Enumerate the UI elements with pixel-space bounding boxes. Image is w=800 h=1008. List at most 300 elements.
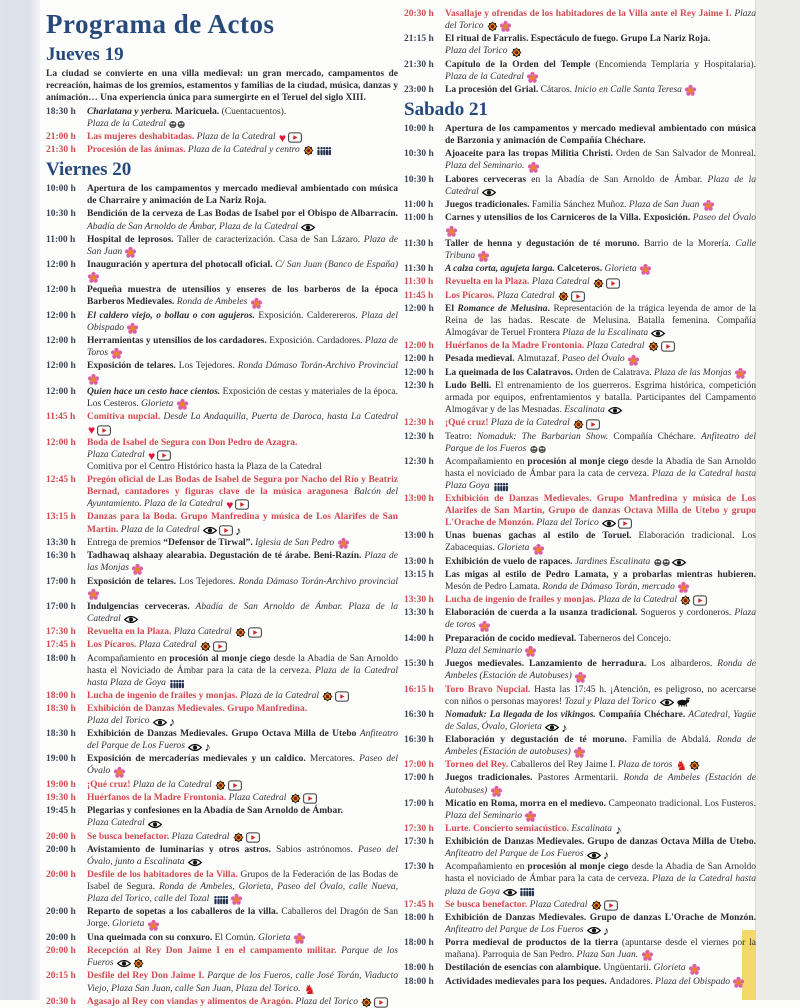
event-text: Glorieta bbox=[604, 263, 640, 274]
rosette-icon bbox=[322, 691, 333, 702]
event-text: Plaza del Obispado bbox=[87, 310, 398, 333]
event-text: El bbox=[445, 303, 458, 314]
event-time: 11:30 h bbox=[404, 263, 434, 274]
event-row bbox=[404, 8, 756, 32]
event-row bbox=[46, 932, 398, 944]
event-row: 17:30 h Exhibición de Danzas Medievales. Grupo de danzas Octava Milla de Utebo. Anfiteatro del Parque de Los Fueros ♪ bbox=[404, 837, 756, 863]
event-time: 16:30 h bbox=[46, 551, 76, 562]
event-text: Nomaduk: The Barbarian Show. bbox=[476, 431, 614, 442]
event-time: 12:30 h bbox=[404, 418, 434, 429]
event-text: Bendición de la cerveza de Las Bodas de Isabel por el Obispo de Albarracín. bbox=[87, 209, 398, 220]
event-time: 18:00 h bbox=[46, 653, 76, 664]
event-time: 12:45 h bbox=[46, 475, 76, 485]
event-text: Plaza de la Catedral bbox=[240, 690, 322, 701]
event-time: 15:30 h bbox=[404, 659, 434, 670]
event-row bbox=[404, 607, 756, 631]
people-icon bbox=[493, 482, 509, 492]
event-text: Desfile de los habitadores de la Villa. bbox=[87, 869, 241, 880]
event-text: Acompañamiento en bbox=[87, 653, 170, 664]
event-text: Parque de los Fueros, calle José Torán, Viaducto Viejo, Plaza San Juan, calle San Juan, Plaza del Torico. bbox=[87, 971, 398, 994]
event-text: Procesión de las ánimas. bbox=[87, 145, 188, 156]
event-text: Iglesia de San Pedro bbox=[255, 537, 337, 548]
event-text: Ronda de Ambeles bbox=[176, 297, 250, 308]
event-row bbox=[404, 937, 756, 961]
event-text: Las mujeres deshabitadas. bbox=[87, 131, 197, 142]
event-text: Exposición. Cardadores. bbox=[269, 336, 365, 347]
flower-icon bbox=[127, 323, 138, 334]
rosette-icon bbox=[133, 958, 144, 969]
event-time: 18:30 h bbox=[46, 729, 76, 740]
flower-icon bbox=[733, 977, 744, 988]
flower-icon bbox=[88, 374, 99, 385]
rosette-icon bbox=[558, 291, 569, 302]
event-row bbox=[404, 33, 756, 57]
event-time: 10:30 h bbox=[46, 209, 76, 220]
event-text: Ronda de Ambeles (Estación de autobuses) bbox=[445, 734, 756, 757]
event-row bbox=[46, 831, 398, 843]
event-row bbox=[46, 310, 398, 334]
event-text: Balcón del Ayuntamiento. Plaza de la Catedral bbox=[87, 487, 399, 510]
rosette-icon bbox=[511, 47, 522, 58]
event-text: Comitiva por el Centro Histórico hasta la Plaza de la Catedral bbox=[87, 461, 322, 472]
event-time: 19:30 h bbox=[46, 793, 76, 804]
event-text: Porra medieval de productos de la tierra bbox=[445, 938, 622, 949]
event-row bbox=[404, 962, 756, 974]
event-row bbox=[404, 174, 756, 198]
event-text: Ronda de Ambeles, Glorieta, Paseo del Óvalo, calle Nueva, Plaza del Torico, calle del Tozal bbox=[87, 882, 398, 905]
event-text: Plaza de San Juan bbox=[87, 234, 398, 257]
event-row bbox=[404, 59, 756, 83]
play-icon bbox=[374, 997, 388, 1008]
flower-icon bbox=[735, 368, 746, 379]
event-text: Plaza de la Catedral hasta Plaza Goya bbox=[445, 468, 756, 491]
event-text: El caldero viejo, o bollau o con agujeros. bbox=[87, 310, 259, 321]
event-text: Torneo del Rey. bbox=[445, 760, 511, 771]
event-text: Abadía de San Arnoldo de Ámbar. Plaza de la Catedral bbox=[87, 601, 398, 624]
event-row bbox=[46, 792, 398, 804]
event-row bbox=[46, 550, 398, 574]
event-text: Exhibición de vuelo de rapaces. bbox=[445, 556, 575, 567]
event-text: . bbox=[547, 303, 554, 314]
event-text: Exposición de telares. bbox=[87, 576, 180, 587]
event-time: 11:45 h bbox=[46, 412, 76, 423]
event-text: Maricuela. bbox=[175, 106, 222, 117]
event-text: Revuelta en la Plaza. bbox=[87, 627, 174, 637]
flower-icon bbox=[685, 85, 696, 96]
event-text: Anfiteatro del Parque de los Fueros bbox=[445, 431, 757, 454]
event-row bbox=[404, 976, 756, 988]
event-text: Avistamiento de luminarias y otros astros. bbox=[87, 844, 277, 855]
event-text: desde la Abadía de San Arnoldo hasta el Noviciado de Ámbar para la cata de la cerveza. bbox=[87, 653, 398, 676]
event-text: Romance de Melusina bbox=[457, 303, 548, 314]
event-text: Plaza de Toros bbox=[87, 336, 398, 359]
event-text: Unas buenas gachas al estilo de Toruel. bbox=[445, 531, 639, 542]
event-time: 18:30 h bbox=[46, 106, 76, 117]
event-row bbox=[404, 556, 756, 568]
event-text: Ungüentarii. bbox=[603, 963, 654, 974]
event-row bbox=[404, 594, 756, 606]
rosette-icon bbox=[235, 627, 246, 638]
event-text: Comitiva nupcial. bbox=[87, 412, 164, 423]
flower-icon bbox=[678, 582, 689, 593]
event-row bbox=[46, 335, 398, 359]
event-text: Hospital de leprosos. bbox=[87, 234, 178, 245]
day-heading: Sabado 21 bbox=[404, 99, 488, 121]
event-text: Plaza de la Catedral y centro bbox=[187, 145, 303, 156]
event-text: Juegos medievales. Lanzamiento de herradura. bbox=[445, 659, 652, 670]
event-text: Elaboración y degustación de té moruno. bbox=[445, 734, 633, 745]
event-text: Cátaros. bbox=[540, 85, 575, 96]
event-row: 17:30 h Lurte. Concierto semiacústico. Escalinata ♪ bbox=[404, 823, 622, 838]
eye-icon bbox=[188, 858, 202, 867]
event-row bbox=[404, 734, 756, 758]
eye-icon bbox=[545, 723, 559, 732]
flower-icon bbox=[703, 200, 714, 211]
play-icon bbox=[571, 291, 585, 302]
event-text: Plaza de las Monjas bbox=[87, 551, 398, 574]
play-icon bbox=[661, 341, 675, 352]
event-text: Calle Tribuna bbox=[445, 238, 756, 261]
event-text: Almutazaf. bbox=[517, 354, 562, 365]
flower-icon bbox=[527, 72, 538, 83]
event-time: 18:00 h bbox=[404, 938, 434, 949]
event-row: 17:00 h Torneo del Rey. Caballeros del Rey Jaime I. Plaza de toros ♞ bbox=[404, 759, 756, 771]
event-row bbox=[46, 690, 398, 702]
flower-icon bbox=[533, 544, 544, 555]
event-time: 14:00 h bbox=[404, 633, 434, 644]
event-text: Preparación de cocido medieval. bbox=[445, 633, 579, 644]
event-text: Plaza de San Juan bbox=[628, 199, 702, 210]
event-row bbox=[404, 367, 756, 379]
event-text: Las migas al estilo de Pedro Lamata, y a probarlas mientras hubieren. bbox=[445, 569, 756, 580]
event-time: 12:00 h bbox=[46, 361, 76, 372]
rosette-icon bbox=[290, 793, 301, 804]
event-row bbox=[404, 290, 756, 302]
flower-icon bbox=[148, 920, 159, 931]
event-text: Pastores Armentarii. bbox=[537, 773, 624, 784]
event-time: 20:00 h bbox=[46, 907, 76, 918]
masks-icon bbox=[530, 445, 546, 454]
event-text: ¡Qué cruz! bbox=[87, 779, 133, 790]
event-text: Plaza de la Catedral bbox=[132, 779, 215, 790]
event-time: 18:00 h bbox=[404, 963, 434, 974]
event-text: Reparto de sopetas a los caballeros de la villa. bbox=[87, 907, 282, 918]
play-icon bbox=[288, 132, 302, 143]
event-text: Sogueros y cordoneros. bbox=[640, 608, 735, 619]
event-row bbox=[404, 798, 756, 822]
event-text: Representación de la trágica leyenda de amor de la Reina de las hadas. Rescate de Melusina. Batalla femenina. Compañía Almogávar de Teruel Frontera bbox=[445, 303, 756, 339]
event-time: 16:15 h bbox=[404, 684, 434, 695]
event-text: Caballeros del Rey Jaime I. bbox=[510, 760, 618, 771]
eye-icon bbox=[651, 329, 665, 338]
event-text: Caballeros del Dragón de San Jorge. bbox=[87, 907, 398, 930]
event-text: Tadhawaq alshaay alearabia. Degustación de té árabe. Beni-Razín. bbox=[87, 551, 365, 562]
event-text: Labores cerveceras bbox=[445, 174, 532, 185]
event-row bbox=[404, 238, 756, 262]
play-icon bbox=[246, 832, 260, 843]
event-text: Toro Bravo Nupcial. bbox=[445, 684, 535, 695]
event-row: 20:15 h Desfile del Rey Don Jaime I. Parque de los Fueros, calle José Torán, Viaducto Viejo, Plaza San Juan, calle San Juan, Plaza del Torico. ♞ bbox=[46, 971, 398, 997]
event-text: Plaza Catedral bbox=[529, 899, 590, 910]
event-time: 21:00 h bbox=[46, 131, 76, 142]
play-icon bbox=[586, 419, 600, 430]
event-time: 12:00 h bbox=[404, 303, 434, 314]
event-time: 19:00 h bbox=[46, 754, 76, 765]
event-text: Jardines Escalinata bbox=[574, 556, 653, 567]
event-row bbox=[46, 386, 398, 410]
event-row bbox=[404, 493, 756, 529]
event-row bbox=[404, 431, 756, 455]
event-time: 13:30 h bbox=[404, 608, 434, 619]
event-text: Agasajo al Rey con viandas y alimentos de Aragón. bbox=[87, 996, 296, 1007]
flower-icon bbox=[642, 950, 653, 961]
event-text: Los Tejedores. bbox=[178, 361, 238, 372]
flower-icon bbox=[689, 964, 700, 975]
event-text: Exposición de mercaderías medievales y un caldico. bbox=[87, 754, 310, 765]
event-time: 11:00 h bbox=[46, 234, 76, 245]
event-row bbox=[46, 844, 398, 868]
event-row bbox=[46, 906, 398, 930]
eye-icon bbox=[482, 188, 496, 197]
event-text: Plaza del Torico bbox=[445, 9, 756, 32]
event-time: 11:00 h bbox=[404, 199, 434, 210]
event-text: Ajoaceite para las tropas Militia Christi. bbox=[445, 149, 616, 160]
event-row: 12:45 h Pregón oficial de Las Bodas de Isabel de Segura por Nacho del Río y Beatriz Bernad, cantadores y figuras clave de la música aragonesa Balcón del Ayuntamiento. Plaza de la Catedral ♥ bbox=[46, 475, 399, 513]
event-row bbox=[46, 753, 398, 777]
event-text: Familia de Abdalá. bbox=[632, 734, 717, 745]
event-time: 23:00 h bbox=[404, 85, 434, 96]
event-text: Plaza Catedral bbox=[531, 277, 592, 288]
event-text: Los albarderos. bbox=[651, 659, 718, 670]
event-row bbox=[404, 456, 756, 492]
event-text: ¡Qué cruz! bbox=[445, 418, 491, 429]
event-row bbox=[404, 199, 756, 211]
event-time: 13:00 h bbox=[404, 493, 434, 504]
eye-icon bbox=[602, 519, 616, 528]
event-text: Sabios astrónomos. bbox=[276, 844, 358, 855]
flower-icon bbox=[491, 786, 502, 797]
event-time: 16:30 h bbox=[404, 709, 434, 720]
event-time: 13:00 h bbox=[404, 556, 434, 567]
flower-icon bbox=[338, 538, 349, 549]
event-text: Compañía Chéchare. bbox=[598, 709, 689, 720]
event-text: Plaza del Torico bbox=[445, 46, 510, 57]
eye-icon bbox=[153, 718, 167, 727]
flower-icon bbox=[628, 355, 639, 366]
event-text: Campeonato tradicional. Los Fusteros. bbox=[608, 798, 756, 809]
flower-icon bbox=[88, 589, 99, 600]
event-text: Plaza Catedral bbox=[586, 341, 647, 352]
event-text: Inauguración y apertura del photocall oficial. bbox=[87, 259, 276, 270]
day-intro: La ciudad se convierte en una villa medieval: un gran mercado, campamentos de recreación, haimas de los gremios, estamentos y familias de la ciudad, música, danzas y animación… Una experiencia única para sumergirte en el Teruel del siglo XIII. bbox=[46, 68, 398, 103]
rosette-icon bbox=[361, 997, 372, 1008]
event-row bbox=[46, 576, 398, 600]
event-row bbox=[404, 212, 756, 236]
event-text: Danzas para la Boda. Grupo Manfredina y música de Los Alarifes de San Martín. bbox=[87, 512, 398, 535]
event-text: Mesón de Pedro Lamata. bbox=[445, 581, 543, 592]
event-row bbox=[404, 899, 756, 911]
event-text: Plaza del Obispado bbox=[655, 976, 733, 987]
event-text: Tozal y Plaza del Torico bbox=[564, 696, 659, 707]
event-text: Ronda de Ambeles (Estación de Autobuses) bbox=[445, 659, 756, 682]
event-time: 21:15 h bbox=[404, 34, 434, 45]
event-row bbox=[46, 208, 398, 232]
rosette-icon bbox=[680, 595, 691, 606]
event-text: Teatro: bbox=[445, 431, 477, 442]
event-text: Capítulo de la Orden del Temple bbox=[445, 59, 596, 70]
event-text: Elaboración tradicional. Los Zabacequias. bbox=[445, 531, 756, 554]
event-text: La queimada de los Calatravos. bbox=[445, 367, 576, 378]
event-text: Indulgencias cerveceras. bbox=[87, 601, 196, 612]
event-text: Orden de Calatrava. bbox=[575, 367, 654, 378]
rosette-icon bbox=[200, 641, 211, 652]
rosette-icon bbox=[487, 21, 498, 32]
event-text: Nomaduk: La llegada de los vikingos. bbox=[445, 709, 599, 720]
day-heading: Jueves 19 bbox=[46, 43, 124, 65]
event-time: 11:45 h bbox=[404, 290, 434, 301]
event-text: Escalinata bbox=[571, 824, 615, 835]
event-time: 17:00 h bbox=[404, 798, 434, 809]
event-text: Boda de Isabel de Segura con Don Pedro de Azagra. bbox=[87, 437, 298, 448]
play-icon bbox=[97, 425, 111, 436]
event-text: Los Tejedores. bbox=[179, 576, 239, 587]
event-text: Exhibición de Danzas Medievales. Grupo Octava Milla de Utebo bbox=[87, 729, 360, 740]
event-row bbox=[404, 340, 756, 352]
event-row: 11:45 h Comitiva nupcial. Desde La Andaquilla, Puerta de Daroca, hasta La Catedral ♥ bbox=[46, 412, 399, 438]
event-time: 17:30 h bbox=[404, 837, 434, 848]
event-row bbox=[46, 259, 398, 283]
scan-right-margin bbox=[755, 0, 800, 1000]
right-column bbox=[404, 8, 756, 996]
event-time: 11:30 h bbox=[404, 277, 434, 288]
event-text: Apertura de los campamentos y mercado medieval ambientado con música de Charraire y animación de La Nariz Roja. bbox=[87, 184, 398, 207]
play-icon bbox=[235, 499, 249, 510]
event-text: Carnes y utensilios de los Carniceros de la Villa. Exposición. bbox=[445, 213, 693, 224]
event-row bbox=[404, 569, 756, 593]
event-time: 21:30 h bbox=[46, 145, 76, 156]
event-text: Mercatores. bbox=[309, 754, 360, 765]
event-text: Plaza Catedral bbox=[87, 818, 148, 829]
event-time: 20:30 h bbox=[404, 9, 434, 19]
flower-icon bbox=[575, 672, 586, 683]
flower-icon bbox=[446, 226, 457, 237]
event-time: 12:00 h bbox=[46, 259, 76, 270]
event-text: Plegarias y confesiones en la Abadía de San Arnoldo de Ámbar. bbox=[87, 806, 343, 817]
event-row: 21:00 h Las mujeres deshabitadas. Plaza de la Catedral ♥ bbox=[46, 131, 398, 143]
event-text: Apertura de los campamentos y mercado medieval ambientado con música de Barzonia y animación de Compañía Chéchare. bbox=[445, 124, 756, 147]
event-time: 20:00 h bbox=[46, 946, 76, 957]
rosette-icon bbox=[573, 419, 584, 430]
play-icon bbox=[213, 641, 227, 652]
event-row bbox=[46, 869, 398, 905]
event-text: Plaza Catedral bbox=[173, 627, 234, 637]
event-text: Plaza de la Catedral bbox=[87, 118, 169, 129]
rosette-icon bbox=[303, 145, 314, 156]
event-text: Ronda de Ambeles (Estación de Autobuses) bbox=[445, 773, 756, 796]
event-time: 12:00 h bbox=[46, 285, 76, 296]
event-time: 19:00 h bbox=[46, 779, 76, 790]
event-text: Una queimada con su conxuro. bbox=[87, 932, 215, 943]
event-text: Plaza de la Catedral hasta Plaza de Goya bbox=[87, 665, 398, 688]
flower-icon bbox=[525, 646, 536, 657]
event-text: Paseo del Óvalo bbox=[692, 213, 756, 224]
event-text: Plaza de la Catedral bbox=[445, 174, 756, 197]
flower-icon bbox=[111, 348, 122, 359]
event-time: 20:00 h bbox=[46, 831, 76, 842]
event-text: Ronda Dámaso Torán-Archivo provincial bbox=[238, 576, 398, 587]
event-text: Plaza de la Catedral bbox=[196, 131, 278, 142]
day-heading: Viernes 20 bbox=[46, 159, 132, 181]
event-row bbox=[46, 284, 398, 308]
event-time: 12:00 h bbox=[46, 310, 76, 321]
event-text: A calza corta, agujeta larga. bbox=[445, 263, 558, 274]
people-icon bbox=[213, 895, 229, 905]
event-text: Orden de San Salvador de Monreal. bbox=[615, 149, 756, 160]
page-title: Programa de Actos bbox=[46, 9, 275, 39]
event-text: Calceteros. bbox=[557, 263, 605, 274]
event-text: procesión al monje ciego bbox=[527, 456, 632, 467]
event-text: Se busca benefactor. bbox=[87, 831, 172, 842]
event-time: 12:00 h bbox=[404, 341, 434, 352]
eye-icon bbox=[148, 820, 162, 829]
event-text: Exposición de telares. bbox=[87, 361, 179, 372]
event-time: 12:30 h bbox=[404, 431, 434, 442]
event-time: 10:00 h bbox=[46, 184, 76, 195]
event-text: Charlatana y yerbera. bbox=[87, 106, 176, 117]
event-text: El Común. bbox=[214, 932, 259, 943]
play-icon bbox=[219, 525, 233, 536]
event-text: Plaza del Torico bbox=[295, 996, 361, 1007]
flower-icon bbox=[528, 162, 539, 173]
rosette-icon bbox=[689, 760, 700, 771]
event-text: Desde La Andaquilla, Puerta de Daroca, hasta La Catedral bbox=[163, 412, 399, 423]
event-row bbox=[46, 234, 398, 258]
event-text: Juegos tradicionales. bbox=[445, 773, 538, 784]
event-time: 20:15 h bbox=[46, 971, 76, 982]
play-icon bbox=[604, 900, 618, 911]
event-text: Huérfanos de la Madre Frontonia. bbox=[445, 341, 587, 352]
event-text: Plaza San Juan. bbox=[576, 950, 641, 961]
event-time: 13:30 h bbox=[46, 537, 76, 548]
event-time: 17:00 h bbox=[404, 760, 434, 771]
event-text: Paseo del Óvalo, junto a Escalinata bbox=[87, 844, 398, 867]
event-time: 20:00 h bbox=[46, 869, 76, 880]
event-text: Herramientas y utensilios de los cardadores. bbox=[87, 336, 270, 347]
event-time: 12:00 h bbox=[46, 336, 76, 347]
event-row bbox=[404, 861, 756, 897]
event-text: Plaza Catedral bbox=[228, 793, 289, 804]
event-row bbox=[404, 148, 756, 172]
event-row: 13:15 h Danzas para la Boda. Grupo Manfredina y música de Los Alarifes de San Martín. Plaza de la Catedral ♪ bbox=[46, 512, 398, 538]
event-text: ACatedral, Yagüe de Salas, Óvalo, Glorieta bbox=[445, 709, 756, 732]
event-text: Anfiteatro del Parque de Los Fueros bbox=[87, 729, 398, 752]
event-time: 12:00 h bbox=[404, 367, 434, 378]
event-row bbox=[46, 945, 398, 969]
event-text: Lurte. Concierto semiacústico. bbox=[445, 824, 572, 835]
eye-icon bbox=[587, 926, 601, 935]
flower-icon bbox=[525, 811, 536, 822]
event-text: Taller de henna y degustación de té moruno. bbox=[445, 238, 644, 249]
event-text: Pesada medieval. bbox=[445, 354, 518, 365]
event-row bbox=[404, 123, 756, 147]
event-time: 21:30 h bbox=[404, 59, 434, 70]
event-row bbox=[46, 996, 398, 1008]
event-time: 18:30 h bbox=[46, 704, 76, 715]
event-text: Plaza de las Monjas bbox=[653, 367, 734, 378]
event-text: Quien hace un cesto hace cientos. bbox=[87, 386, 223, 397]
event-text: Hasta las 17:45 h. ¡Atención, es peligroso, no acercarse con niños o personas mayores! bbox=[445, 684, 756, 707]
event-row: 16:30 h Nomaduk: La llegada de los vikingos. Compañía Chéchare. ACatedral, Yagüe de Salas, Óvalo, Glorieta ♪ bbox=[404, 709, 756, 735]
